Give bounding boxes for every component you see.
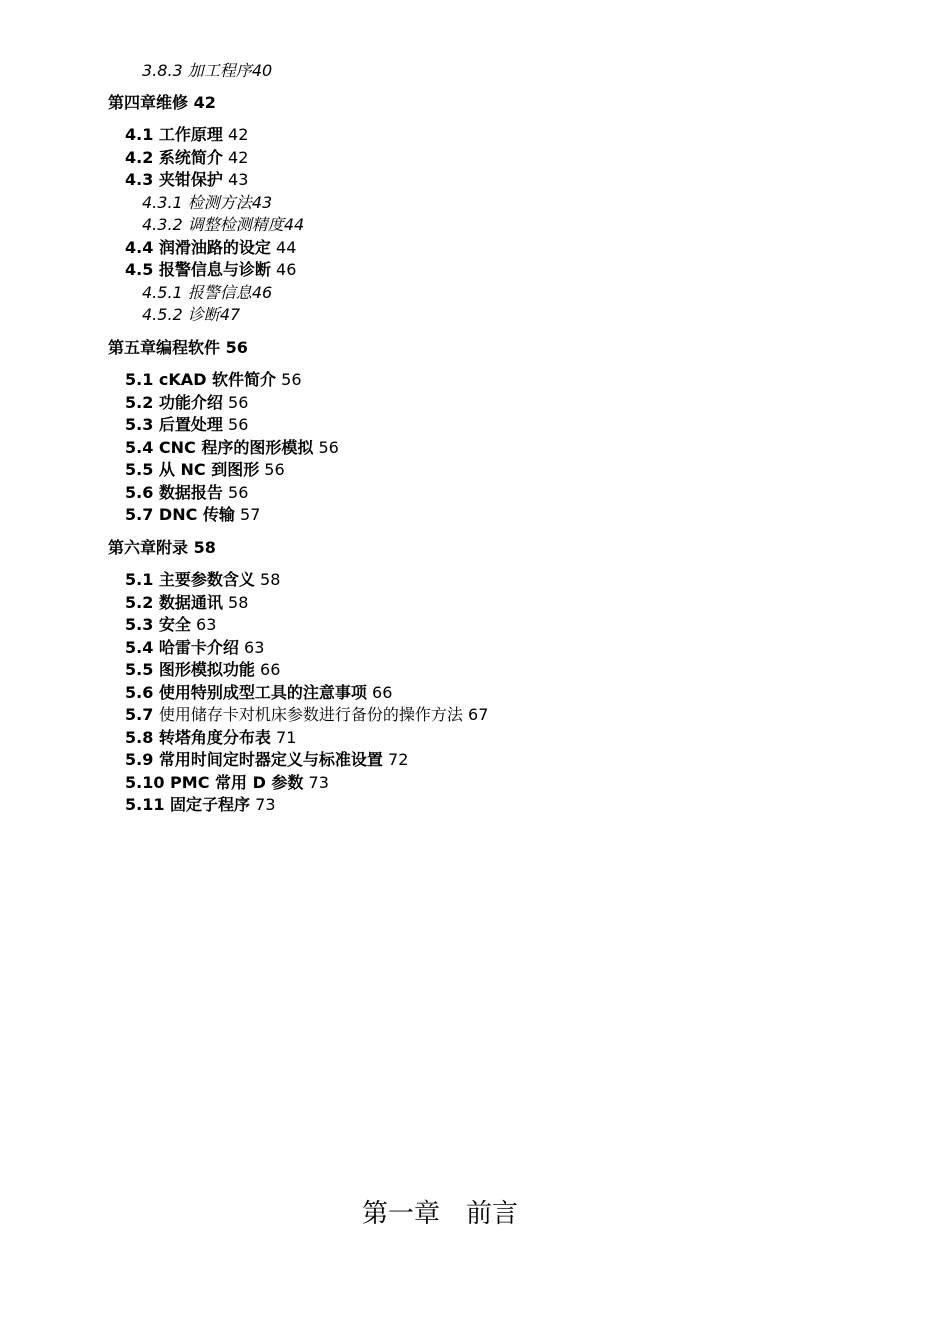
toc-entry-page: 56: [313, 438, 339, 457]
toc-entry-page: 43: [251, 193, 273, 212]
toc-section-entry[interactable]: [125, 369, 302, 391]
toc-section-entry[interactable]: [125, 259, 296, 281]
toc-section-entry[interactable]: [125, 482, 248, 504]
toc-entry-title: 转塔角度分布表: [158, 728, 271, 747]
toc-entry-title: 主要参数含义: [158, 570, 255, 589]
toc-entry-title: 常用时间定时器定义与标准设置: [158, 750, 383, 769]
toc-section-entry[interactable]: [125, 437, 339, 459]
toc-entry-number: 5.2: [125, 393, 159, 412]
toc-entry-page: 67: [462, 705, 489, 724]
toc-entry-number: 4.3.2: [142, 215, 188, 234]
toc-entry-page: 40: [251, 61, 273, 80]
toc-subsection-entry[interactable]: [142, 304, 240, 326]
toc-entry-number: 5.11: [125, 795, 171, 814]
toc-entry-page: 73: [250, 795, 276, 814]
toc-subsection-entry[interactable]: [142, 282, 272, 304]
toc-entry-page: 56: [220, 338, 248, 357]
toc-entry-number: 5.3: [125, 415, 159, 434]
toc-entry-page: 72: [382, 750, 409, 769]
toc-section-entry[interactable]: [125, 169, 248, 191]
toc-entry-number: 5.5: [125, 460, 159, 479]
toc-section-entry[interactable]: [125, 147, 248, 169]
toc-chapter-entry[interactable]: [108, 92, 216, 114]
toc-entry-title: 加工程序: [187, 61, 252, 80]
toc-entry-title: 数据报告: [158, 483, 223, 502]
toc-entry-page: 63: [190, 615, 217, 634]
toc-entry-title: 使用储存卡对机床参数进行备份的操作方法: [158, 705, 463, 724]
toc-entry-number: 4.3.1: [142, 193, 188, 212]
toc-entry-title: 后置处理: [158, 415, 223, 434]
toc-section-entry[interactable]: [125, 727, 296, 749]
toc-section-entry[interactable]: [125, 682, 392, 704]
toc-entry-title: CNC 程序的图形模拟: [158, 438, 314, 457]
toc-entry-number: 4.2: [125, 148, 159, 167]
toc-entry-title: 报警信息与诊断: [158, 260, 271, 279]
toc-entry-title: 从 NC 到图形: [158, 460, 260, 479]
toc-entry-page: 56: [222, 483, 249, 502]
toc-section-entry[interactable]: [125, 414, 248, 436]
toc-chapter-entry[interactable]: [108, 337, 248, 359]
toc-entry-page: 46: [251, 283, 273, 302]
toc-entry-title: 数据通讯: [158, 593, 223, 612]
toc-entry-page: 46: [270, 260, 297, 279]
toc-entry-title: 第四章维修: [108, 93, 189, 112]
toc-entry-number: 5.10: [125, 773, 171, 792]
toc-subsection-entry[interactable]: [142, 60, 272, 82]
toc-entry-number: 4.4: [125, 238, 159, 257]
toc-entry-title: 工作原理: [158, 125, 223, 144]
toc-entry-title: 使用特别成型工具的注意事项: [158, 683, 367, 702]
toc-entry-number: 5.6: [125, 683, 159, 702]
toc-entry-page: 47: [219, 305, 241, 324]
toc-entry-page: 56: [276, 370, 302, 389]
toc-entry-page: 66: [366, 683, 393, 702]
toc-section-entry[interactable]: [125, 504, 260, 526]
toc-subsection-entry[interactable]: [142, 192, 272, 214]
toc-entry-number: 5.1: [125, 370, 159, 389]
toc-entry-page: 56: [259, 460, 285, 479]
toc-entry-title: 诊断: [187, 305, 220, 324]
toc-section-entry[interactable]: [125, 794, 276, 816]
toc-chapter-entry[interactable]: [108, 537, 216, 559]
toc-entry-number: 5.8: [125, 728, 159, 747]
toc-entry-number: 5.7: [125, 705, 159, 724]
toc-entry-title: 安全: [158, 615, 191, 634]
toc-entry-page: 43: [222, 170, 249, 189]
toc-entry-page: 56: [222, 393, 249, 412]
toc-section-entry[interactable]: [125, 749, 408, 771]
toc-section-entry[interactable]: [125, 614, 216, 636]
toc-entry-number: 4.5: [125, 260, 159, 279]
toc-entry-number: 5.2: [125, 593, 159, 612]
toc-entry-page: 58: [222, 593, 249, 612]
toc-entry-page: 42: [222, 148, 249, 167]
toc-entry-title: 功能介绍: [158, 393, 223, 412]
toc-entry-page: 63: [238, 638, 265, 657]
toc-entry-number: 5.5: [125, 660, 159, 679]
toc-entry-page: 57: [234, 505, 261, 524]
toc-entry-page: 73: [303, 773, 329, 792]
toc-section-entry[interactable]: [125, 392, 248, 414]
toc-section-entry[interactable]: [125, 124, 248, 146]
toc-entry-title: 检测方法: [187, 193, 252, 212]
toc-entry-title: 系统简介: [158, 148, 223, 167]
toc-section-entry[interactable]: [125, 704, 488, 726]
toc-entry-number: 5.4: [125, 638, 159, 657]
toc-entry-page: 44: [270, 238, 297, 257]
toc-entry-title: 夹钳保护: [158, 170, 223, 189]
toc-entry-title: 图形模拟功能: [158, 660, 255, 679]
toc-entry-page: 42: [222, 125, 249, 144]
toc-entry-number: 5.1: [125, 570, 159, 589]
toc-entry-number: 4.5.1: [142, 283, 188, 302]
toc-entry-title: 润滑油路的设定: [158, 238, 271, 257]
toc-section-entry[interactable]: [125, 592, 248, 614]
toc-entry-number: 5.6: [125, 483, 159, 502]
toc-entry-title: 报警信息: [187, 283, 252, 302]
toc-entry-page: 58: [254, 570, 281, 589]
toc-entry-page: 42: [188, 93, 216, 112]
toc-entry-number: 4.3: [125, 170, 159, 189]
toc-entry-number: 4.5.2: [142, 305, 188, 324]
toc-entry-title: 固定子程序: [170, 795, 251, 814]
toc-entry-title: DNC 传输: [158, 505, 235, 524]
toc-entry-page: 44: [283, 215, 305, 234]
toc-subsection-entry[interactable]: [142, 214, 304, 236]
toc-entry-number: 3.8.3: [142, 61, 188, 80]
toc-section-entry[interactable]: [125, 237, 296, 259]
chapter-heading: 第一章 前言: [361, 1199, 518, 1229]
toc-section-entry[interactable]: [125, 459, 285, 481]
toc-entry-title: PMC 常用 D 参数: [170, 773, 304, 792]
toc-entry-title: cKAD 软件简介: [158, 370, 277, 389]
toc-entry-number: 5.4: [125, 438, 159, 457]
toc-section-entry[interactable]: [125, 637, 264, 659]
toc-entry-title: 哈雷卡介绍: [158, 638, 239, 657]
toc-entry-number: 5.7: [125, 505, 159, 524]
toc-section-entry[interactable]: [125, 659, 280, 681]
toc-entry-title: 调整检测精度: [187, 215, 284, 234]
toc-entry-page: 56: [222, 415, 249, 434]
toc-entry-number: 5.9: [125, 750, 159, 769]
toc-entry-page: 58: [188, 538, 216, 557]
toc-entry-title: 第五章编程软件: [108, 338, 221, 357]
toc-entry-title: 第六章附录: [108, 538, 189, 557]
toc-section-entry[interactable]: [125, 569, 280, 591]
toc-entry-page: 71: [270, 728, 297, 747]
toc-entry-number: 4.1: [125, 125, 159, 144]
toc-entry-number: 5.3: [125, 615, 159, 634]
toc-entry-page: 66: [254, 660, 281, 679]
toc-section-entry[interactable]: [125, 772, 329, 794]
